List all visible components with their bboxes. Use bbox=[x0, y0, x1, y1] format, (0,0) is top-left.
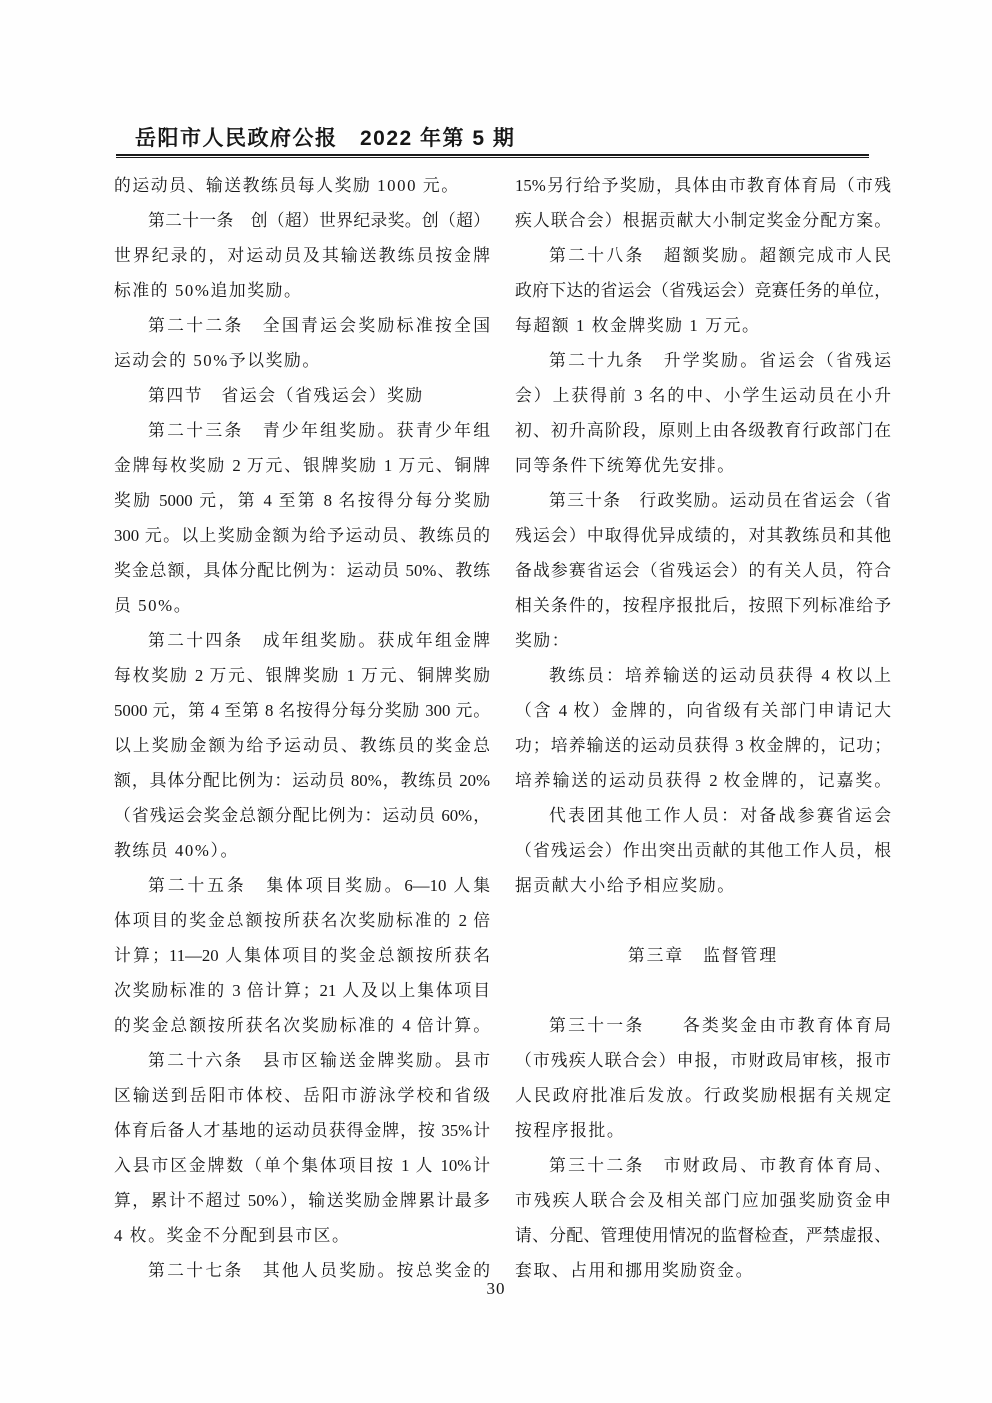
text-line: 每枚奖励 2 万元、银牌奖励 1 万元、铜牌奖励 bbox=[114, 666, 490, 685]
text-line: 套取、占用和挪用奖励资金。 bbox=[515, 1261, 754, 1280]
text-line: 的奖金总额按所获名次奖励标准的 4 倍计算。 bbox=[114, 1016, 490, 1035]
text-line: 相关条件的，按程序报批后，按照下列标准给予 bbox=[515, 596, 891, 615]
text-line: 第二十六条 县市区输送金牌奖励。县市 bbox=[148, 1051, 490, 1070]
text-line: 市残疾人联合会及相关部门应加强奖励资金申 bbox=[515, 1191, 891, 1210]
page-number: 30 bbox=[486, 1279, 506, 1298]
text-line: 第二十四条 成年组奖励。获成年组金牌 bbox=[148, 631, 490, 650]
text-line: 300 元。以上奖励金额为给予运动员、教练员的 bbox=[114, 526, 490, 545]
text-line: 备战参赛省运会（省残运会）的有关人员，符合 bbox=[515, 561, 891, 580]
text-line: 教练员：培养输送的运动员获得 4 枚以上 bbox=[549, 666, 891, 685]
text-line: 奖励 5000 元，第 4 至第 8 名按得分每分奖励 bbox=[114, 491, 490, 510]
text-line: 区输送到岳阳市体校、岳阳市游泳学校和省级 bbox=[114, 1086, 490, 1105]
text-line: 标准的 50%追加奖励。 bbox=[114, 281, 303, 300]
section-heading: 第四节 省运会（省残运会）奖励 bbox=[148, 386, 424, 405]
text-line: 会）上获得前 3 名的中、小学生运动员在小升 bbox=[515, 386, 891, 405]
text-line: 第二十三条 青少年组奖励。获青少年组 bbox=[148, 421, 490, 440]
text-line: 世界纪录的，对运动员及其输送教练员按金牌 bbox=[114, 246, 490, 265]
text-line: 残运会）中取得优异成绩的，对其教练员和其他 bbox=[515, 526, 891, 545]
text-line: 次奖励标准的 3 倍计算；21 人及以上集体项目 bbox=[114, 981, 490, 1000]
text-line: 员 50%。 bbox=[114, 596, 193, 615]
text-line: 第三十条 行政奖励。运动员在省运会（省 bbox=[549, 491, 891, 510]
text-line: 初、初升高阶段，原则上由各级教育行政部门在 bbox=[515, 421, 891, 440]
text-line: 第二十七条 其他人员奖励。按总奖金的 bbox=[148, 1261, 490, 1280]
text-line: 请、分配、管理使用情况的监督检查，严禁虚报、 bbox=[515, 1226, 891, 1245]
text-line: 代表团其他工作人员：对备战参赛省运会 bbox=[549, 806, 891, 825]
chapter-heading: 第三章 监督管理 bbox=[627, 946, 779, 965]
text-line: 第二十八条 超额奖励。超额完成市人民 bbox=[549, 246, 891, 265]
text-line: 入县市区金牌数（单个集体项目按 1 人 10%计 bbox=[114, 1156, 490, 1175]
text-line: 政府下达的省运会（省残运会）竞赛任务的单位， bbox=[515, 281, 891, 300]
left-text-column bbox=[114, 168, 490, 1288]
text-line: 奖励： bbox=[515, 631, 571, 650]
text-line: 培养输送的运动员获得 2 枚金牌的，记嘉奖。 bbox=[515, 771, 891, 790]
right-text-column bbox=[515, 168, 891, 1288]
text-line: 每超额 1 枚金牌奖励 1 万元。 bbox=[515, 316, 761, 335]
text-line: 同等条件下统筹优先安排。 bbox=[515, 456, 736, 475]
text-line: 第二十二条 全国青运会奖励标准按全国 bbox=[148, 316, 490, 335]
text-line: 第三十二条 市财政局、市教育体育局、 bbox=[549, 1156, 891, 1175]
gazette-header-title: 岳阳市人民政府公报 2022 年第 5 期 bbox=[135, 127, 516, 150]
text-line: 据贡献大小给予相应奖励。 bbox=[515, 876, 736, 895]
text-line: （省残运会奖金总额分配比例为：运动员 60%， bbox=[114, 806, 490, 825]
text-line: 的运动员、输送教练员每人奖励 1000 元。 bbox=[114, 176, 460, 195]
text-line: 体育后备人才基地的运动员获得金牌，按 35%计 bbox=[114, 1121, 490, 1140]
text-line: （市残疾人联合会）申报，市财政局审核，报市 bbox=[515, 1051, 891, 1070]
text-line: （省残运会）作出突出贡献的其他工作人员，根 bbox=[515, 841, 891, 860]
text-line: 15%另行给予奖励，具体由市教育体育局（市残 bbox=[515, 176, 891, 195]
text-line: 以上奖励金额为给予运动员、教练员的奖金总 bbox=[114, 736, 490, 755]
text-line: 4 枚。奖金不分配到县市区。 bbox=[114, 1226, 351, 1245]
text-line: 计算；11—20 人集体项目的奖金总额按所获名 bbox=[114, 946, 490, 965]
text-line: 额，具体分配比例为：运动员 80%，教练员 20% bbox=[114, 771, 490, 790]
text-line: 5000 元，第 4 至第 8 名按得分每分奖励 300 元。 bbox=[114, 701, 490, 720]
text-line: 算，累计不超过 50%），输送奖励金牌累计最多 bbox=[114, 1191, 490, 1210]
text-line: （含 4 枚）金牌的，向省级有关部门申请记大 bbox=[515, 701, 891, 720]
text-line: 第二十九条 升学奖励。省运会（省残运 bbox=[549, 351, 891, 370]
text-line: 第三十一条 各类奖金由市教育体育局 bbox=[549, 1016, 891, 1035]
text-line: 第二十一条 创（超）世界纪录奖。创（超） bbox=[148, 211, 490, 230]
text-line: 按程序报批。 bbox=[515, 1121, 626, 1140]
blank-line bbox=[515, 903, 891, 938]
blank-line bbox=[515, 973, 891, 1008]
text-line: 金牌每枚奖励 2 万元、银牌奖励 1 万元、铜牌 bbox=[114, 456, 490, 475]
text-line: 教练员 40%）。 bbox=[114, 841, 239, 860]
text-line: 疾人联合会）根据贡献大小制定奖金分配方案。 bbox=[515, 211, 891, 230]
text-line: 人民政府批准后发放。行政奖励根据有关规定 bbox=[515, 1086, 891, 1105]
header-rule-divider bbox=[116, 154, 869, 158]
text-line: 奖金总额，具体分配比例为：运动员 50%、教练 bbox=[114, 561, 490, 580]
text-line: 体项目的奖金总额按所获名次奖励标准的 2 倍 bbox=[114, 911, 490, 930]
text-line: 第二十五条 集体项目奖励。6—10 人集 bbox=[148, 876, 490, 895]
text-line: 运动会的 50%予以奖励。 bbox=[114, 351, 321, 370]
text-line: 功；培养输送的运动员获得 3 枚金牌的，记功； bbox=[515, 736, 891, 755]
